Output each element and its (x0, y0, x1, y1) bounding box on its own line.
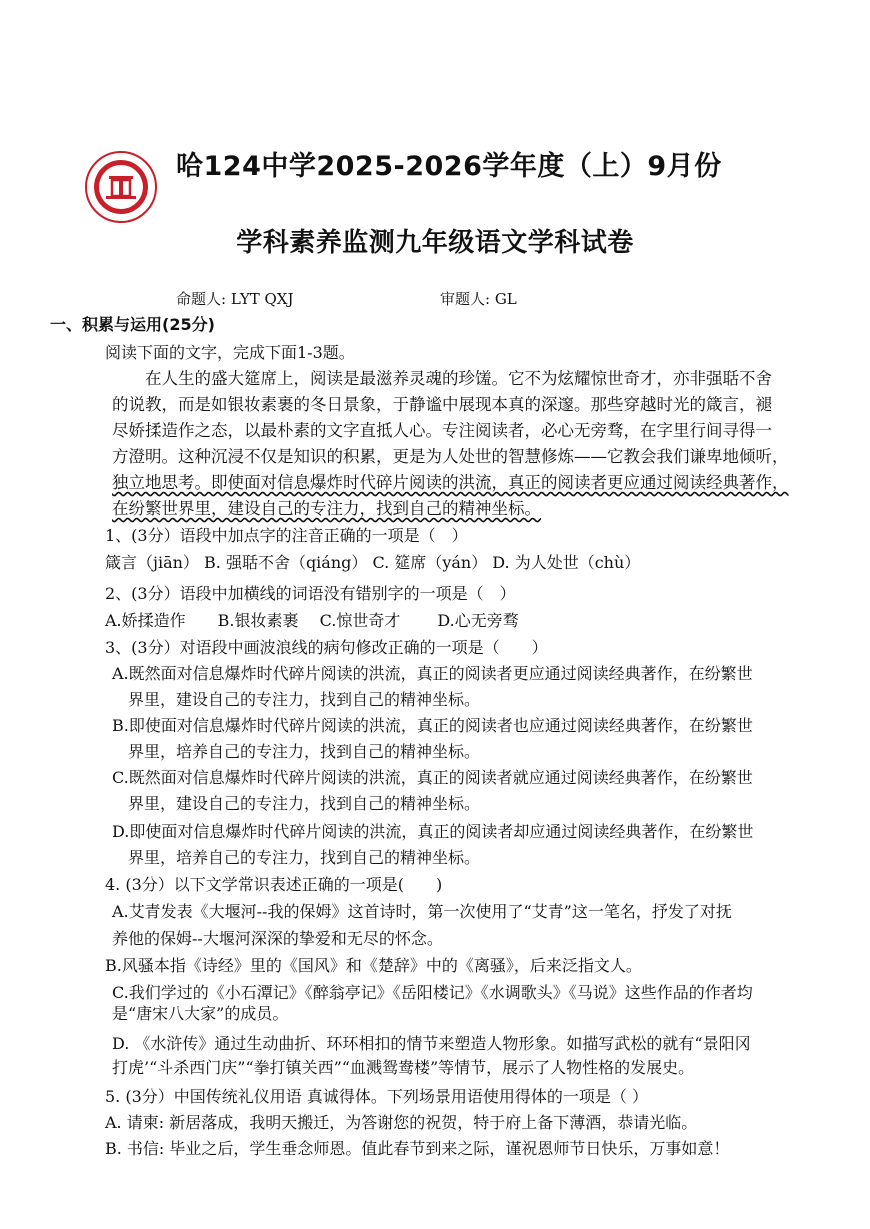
question-4-option: B.风骚本指《诗经》里的《国风》和《楚辞》中的《离骚》，后来泛指文人。 (105, 956, 642, 975)
author-left: 命题人: LYT QXJ (176, 290, 294, 308)
question-5: 5. (3分）中国传统礼仪用语 真诚得体。下列场景用语使用得体的一项是（ ） (105, 1087, 648, 1106)
question-4-option: D. 《水浒传》通过生动曲折、环环相扣的情节来塑造人物形象。如描写武松的就有“景阳冈 (112, 1034, 751, 1053)
question-3-option: 界里，建设自己的专注力，找到自己的精神坐标。 (128, 690, 481, 709)
question-3-option: 界里，建设自己的专注力，找到自己的精神坐标。 (128, 794, 481, 813)
question-1: 1、(3分）语段中加点字的注音正确的一项是（ ） (105, 526, 468, 545)
passage-line: 方澄明。这种沉浸不仅是知识的积累，更是为人处世的智慧修炼——它教会我们谦卑地倾听， (112, 447, 789, 466)
question-3-option: D.即使面对信息爆炸时代碎片阅读的洪流，真正的阅读者却应通过阅读经典著作，在纷繁世 (112, 822, 754, 841)
question-5-option: A. 请柬: 新居落成，我明天搬迁，为答谢您的祝贺，特于府上备下薄酒，恭请光临。 (105, 1113, 698, 1132)
question-4-option: A.艾青发表《大堰河--我的保姆》这首诗时，第一次使用了“艾青”这一笔名，抒发了对抚 (112, 902, 732, 921)
question-4: 4. (3分）以下文学常识表述正确的一项是( ) (105, 875, 443, 894)
question-4-option: C.我们学过的《小石潭记》《醉翁亭记》《岳阳楼记》《水调歌头》《马说》这些作品的作者均 (112, 983, 753, 1002)
school-seal-logo (84, 150, 158, 224)
question-2: 2、(3分）语段中加横线的词语没有错别字的一项是（ ） (105, 584, 516, 603)
reviewer-right: 审题人: GL (440, 290, 517, 308)
question-4-option: 是“唐宋八大家”的成员。 (112, 1004, 289, 1023)
passage-line: 尽娇揉造作之态，以最朴素的文字直抵人心。专注阅读者，必心无旁骛，在字里行间寻得一 (112, 421, 772, 440)
question-3: 3、(3分）对语段中画波浪线的病句修改正确的一项是（ ） (105, 638, 548, 657)
passage-line: 在人生的盛大筵席上，阅读是最滋养灵魂的珍馐。它不为炫耀惊世奇才，亦非强聒不舍 (112, 369, 772, 388)
question-5-option: B. 书信: 毕业之后，学生垂念师恩。值此春节到来之际，谨祝恩师节日快乐，万事如意！ (105, 1139, 730, 1158)
question-3-option: 界里，培养自己的专注力，找到自己的精神坐标。 (128, 742, 481, 761)
section-heading: 一、积累与运用(25分) (50, 315, 215, 334)
question-1-options: 箴言（jiān） B. 强聒不舍（qiáng） C. 筵席（yán） D. 为人处世（chù） (105, 553, 641, 572)
passage-line-wavy: 在纷繁世界里，建设自己的专注力，找到自己的精神坐标。 (112, 499, 541, 518)
question-4-option: 养他的保姆--大堰河深深的挚爱和无尽的怀念。 (112, 929, 443, 948)
question-3-option: C.既然面对信息爆炸时代碎片阅读的洪流，真正的阅读者就应通过阅读经典著作，在纷繁世 (112, 768, 753, 787)
question-4-option: 打虎’“斗杀西门庆”“拳打镇关西”“血溅鸳鸯楼”等情节，展示了人物性格的发展史。 (112, 1058, 695, 1077)
exam-title-line2: 学科素养监测九年级语文学科试卷 (236, 228, 634, 258)
question-3-option: 界里，培养自己的专注力，找到自己的精神坐标。 (128, 848, 481, 867)
question-3-option: A.既然面对信息爆炸时代碎片阅读的洪流，真正的阅读者更应通过阅读经典著作，在纷繁世 (112, 664, 753, 683)
question-3-option: B.即使面对信息爆炸时代碎片阅读的洪流，真正的阅读者也应通过阅读经典著作，在纷繁世 (112, 716, 753, 735)
passage-line-wavy: 独立地思考。即使面对信息爆炸时代碎片阅读的洪流，真正的阅读者更应通过阅读经典著作， (112, 473, 789, 492)
exam-title-line1: 哈124中学2025-2026学年度（上）9月份 (176, 151, 722, 182)
passage-line: 的说教，而是如银妆素裹的冬日景象，于静谧中展现本真的深邃。那些穿越时光的箴言，褪 (112, 395, 772, 414)
section-intro: 阅读下面的文字，完成下面1-3题。 (105, 343, 355, 362)
question-2-options: A.娇揉造作 B.银妆素裹 C.惊世奇才 D.心无旁骛 (105, 611, 519, 630)
